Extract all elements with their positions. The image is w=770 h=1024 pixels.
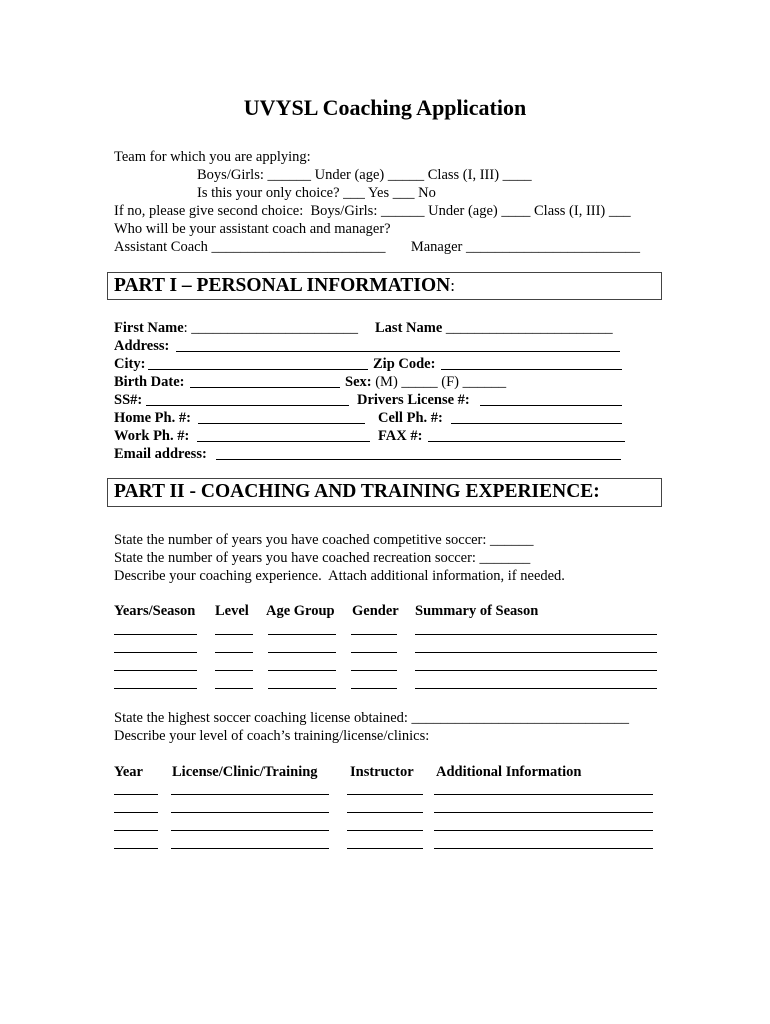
ssn-field[interactable]: [146, 405, 349, 406]
fax-row: [378, 427, 422, 445]
describe-experience-line: Describe your coaching experience. Attach additional information, if needed.: [114, 568, 565, 584]
address-row: [114, 337, 169, 355]
sex-row: [345, 373, 506, 391]
team-prompt: Team for which you are applying:: [114, 149, 311, 165]
season-summary-field[interactable]: [415, 652, 657, 653]
home-phone-field[interactable]: [198, 423, 365, 424]
license-instructor-field[interactable]: [347, 794, 423, 795]
assistant-question: Who will be your assistant coach and manager?: [114, 221, 391, 237]
license-info-field[interactable]: [434, 848, 653, 849]
home-phone-label: Home Ph. #:: [114, 410, 191, 426]
season-years-field[interactable]: [114, 670, 197, 671]
address-label: Address:: [114, 338, 170, 354]
drivers-license-row: [357, 391, 470, 409]
season-years-field[interactable]: [114, 634, 197, 635]
col-year: Year: [114, 764, 143, 780]
birth-date-row: [114, 373, 184, 391]
col-gender: Gender: [352, 603, 399, 619]
season-age-field[interactable]: [268, 670, 336, 671]
first-name-field[interactable]: : _______________________: [183, 320, 359, 336]
zip-label: Zip Code:: [373, 356, 436, 372]
birth-date-field[interactable]: [190, 387, 340, 388]
assistant-manager-line: Assistant Coach ________________________ Manager ________________________: [114, 239, 640, 255]
col-license: License/Clinic/Training: [172, 764, 318, 780]
page-title: UVYSL Coaching Application: [243, 95, 527, 120]
first-last-name-row: [114, 319, 358, 337]
license-year-field[interactable]: [114, 848, 158, 849]
season-gender-field[interactable]: [351, 670, 397, 671]
season-level-field[interactable]: [215, 670, 253, 671]
sex-field[interactable]: (M) _____ (F) ______: [371, 374, 507, 390]
season-summary-field[interactable]: [415, 688, 657, 689]
license-instructor-field[interactable]: [347, 812, 423, 813]
work-phone-label: Work Ph. #:: [114, 428, 190, 444]
season-level-field[interactable]: [215, 652, 253, 653]
highest-license-line: State the highest soccer coaching license obtained: ______________________________: [114, 710, 630, 726]
license-year-field[interactable]: [114, 830, 158, 831]
last-name-field[interactable]: _______________________: [442, 320, 613, 336]
license-year-field[interactable]: [114, 794, 158, 795]
zip-field[interactable]: [441, 369, 622, 370]
recreation-years-line: State the number of years you have coached recreation soccer: _______: [114, 550, 531, 566]
drivers-license-label: Drivers License #:: [357, 392, 470, 408]
col-instructor: Instructor: [350, 764, 414, 780]
city-row: [114, 355, 145, 373]
part1-heading-text: PART I – PERSONAL INFORMATION: [114, 275, 451, 296]
part2-heading: [107, 478, 662, 507]
license-name-field[interactable]: [171, 812, 329, 813]
license-instructor-field[interactable]: [347, 830, 423, 831]
cell-phone-row: [378, 409, 443, 427]
season-summary-field[interactable]: [415, 670, 657, 671]
last-name-row: [375, 319, 613, 337]
cell-phone-label: Cell Ph. #:: [378, 410, 443, 426]
col-summary: Summary of Season: [415, 603, 539, 619]
season-gender-field[interactable]: [351, 634, 397, 635]
sex-label: Sex:: [345, 374, 372, 390]
city-label: City:: [114, 356, 146, 372]
season-gender-field[interactable]: [351, 688, 397, 689]
season-years-field[interactable]: [114, 688, 197, 689]
license-info-field[interactable]: [434, 830, 653, 831]
email-row: [114, 445, 207, 463]
cell-phone-field[interactable]: [451, 423, 622, 424]
season-age-field[interactable]: [268, 634, 336, 635]
season-summary-field[interactable]: [415, 634, 657, 635]
last-name-label: Last Name: [375, 320, 443, 336]
license-year-field[interactable]: [114, 812, 158, 813]
license-info-field[interactable]: [434, 812, 653, 813]
license-instructor-field[interactable]: [347, 848, 423, 849]
license-name-field[interactable]: [171, 794, 329, 795]
col-years-season: Years/Season: [114, 603, 196, 619]
ssn-row: [114, 391, 142, 409]
zip-row: [373, 355, 435, 373]
drivers-license-field[interactable]: [480, 405, 622, 406]
col-level: Level: [215, 603, 249, 619]
season-level-field[interactable]: [215, 634, 253, 635]
work-phone-field[interactable]: [197, 441, 370, 442]
fax-field[interactable]: [428, 441, 625, 442]
only-choice-line: Is this your only choice? ___ Yes ___ No: [197, 185, 436, 201]
ssn-label: SS#:: [114, 392, 143, 408]
competitive-years-line: State the number of years you have coached competitive soccer: ______: [114, 532, 534, 548]
season-years-field[interactable]: [114, 652, 197, 653]
license-name-field[interactable]: [171, 830, 329, 831]
season-level-field[interactable]: [215, 688, 253, 689]
birth-date-label: Birth Date:: [114, 374, 185, 390]
season-gender-field[interactable]: [351, 652, 397, 653]
license-info-field[interactable]: [434, 794, 653, 795]
second-choice-line: If no, please give second choice: Boys/Girls: ______ Under (age) ____ Class (I, III) ___: [114, 203, 631, 219]
email-label: Email address:: [114, 446, 207, 462]
first-name-label: First Name: [114, 320, 184, 336]
fax-label: FAX #:: [378, 428, 423, 444]
training-line: Describe your level of coach’s training/license/clinics:: [114, 728, 430, 744]
city-field[interactable]: [148, 369, 368, 370]
email-field[interactable]: [216, 459, 621, 460]
col-age-group: Age Group: [266, 603, 335, 619]
license-name-field[interactable]: [171, 848, 329, 849]
team-boys-girls-line: Boys/Girls: ______ Under (age) _____ Class (I, III) ____: [197, 167, 532, 183]
work-phone-row: [114, 427, 189, 445]
season-age-field[interactable]: [268, 652, 336, 653]
season-age-field[interactable]: [268, 688, 336, 689]
part1-heading: [107, 272, 662, 300]
address-field[interactable]: [176, 351, 620, 352]
col-additional-info: Additional Information: [436, 764, 582, 780]
part2-heading-text: PART II - COACHING AND TRAINING EXPERIENCE:: [114, 481, 600, 502]
home-phone-row: [114, 409, 191, 427]
part1-heading-colon: :: [450, 276, 455, 295]
